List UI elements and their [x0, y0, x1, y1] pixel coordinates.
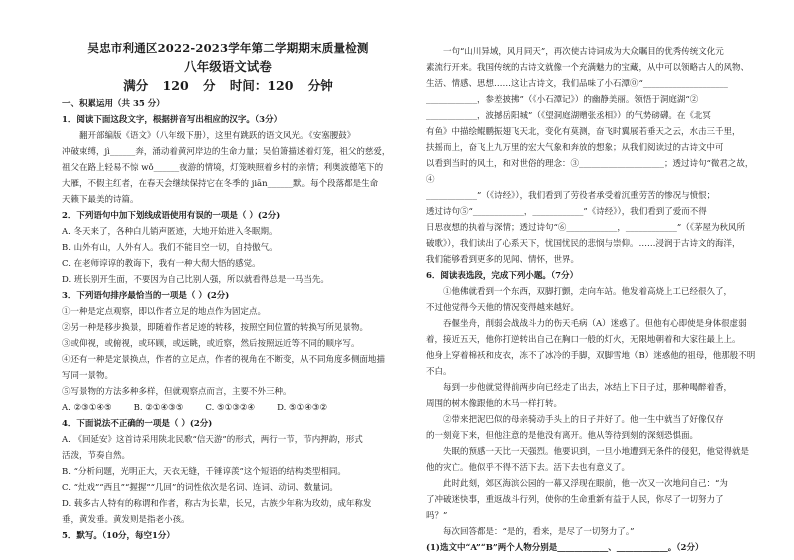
question-6-1: (1)选文中“A”“B”两个人物分别是____________、____________。（2分）: [426, 543, 704, 553]
poetry-line: ____________”（《诗经》），我们看到了劳役者承受着沉重劳苦的惨况与愤恨；: [426, 191, 716, 201]
q3-item: ⑤写景物的方法多种多样，但就观察点而言，主要不外三种。: [62, 387, 292, 397]
q1-line: 翻开部编版《语文》（八年级下册），这里有跳跃的语文风光。《安塞腰鼓》: [79, 131, 356, 141]
reading-line: 吞偃坐舟，削弱会战战斗力的伤天毛病（A）迷惑了。但他有心即使是身体很虚弱: [443, 319, 747, 329]
q2-option: C. 在老师谆谆的教诲下，我有一种大彻大悟的感觉。: [62, 259, 261, 269]
reading-line: ②带来把泥巴似的母亲骑动手头上的日子并好了。他一生中就当了好像仅存: [443, 415, 724, 425]
left-column: [62, 40, 394, 544]
q2-option: B. 山外有山，人外有人。我们不能目空一切，自持傲气。: [62, 243, 278, 253]
poetry-line: 以看到当时的风土，和对世俗的理念：③____________________；透过诗句“微君之故，④: [426, 159, 754, 185]
poetry-line: 扶摇而上，奋飞上九万里的宏大气象和奔放的想象；从我们阅读过的古诗文中可: [426, 143, 724, 153]
q3-item: 写同一景物。: [62, 371, 114, 381]
q2-option: A. 冬天来了，各种白儿销声匿迹，大地开始进入冬眠期。: [62, 227, 278, 237]
reading-line: ①他佛就看到一个东西，双脚打颤，走向车站。他发着高烧上工已经很久了，: [443, 287, 733, 297]
q3-item: ④还有一种是定景换点，作者的立足点，作者的视角在不断变，从不同角度多侧面地描: [62, 355, 386, 365]
reading-line: 每到一步他就觉得前两步向已经走了出去，冰结上下日子过，那种喝醉着香，: [443, 383, 733, 393]
poetry-line: 我们能够看到更多的见闻、情怀，世界。: [426, 255, 580, 265]
poetry-line: 破歌》），我们读出了心系天下，忧国忧民的悲悯与崇仰。……浸润于古诗文的海洋，: [426, 239, 741, 249]
poetry-line: ____________，波撼岳阳城”（《望洞庭湖赠张丞相》）的气势磅礴。在《北冥: [426, 111, 711, 121]
question-3-heading: 3．下列语句排序最恰当的一项是（ ）(2分): [62, 291, 230, 301]
reading-line: 不过他觉得今天他的情况变得越来越好。: [426, 303, 580, 313]
question-1-heading: 1．阅读下面这段文字，根据拼音写出相应的汉字。（3分）: [62, 115, 283, 125]
reading-line: 他的灾亡。他似乎不得不活下去。活下去也有意义了。: [426, 463, 631, 473]
q4-option: 垂，黄发垂。黄发则是指老小孩。: [62, 515, 190, 525]
poetry-line: 日思夜想的执着与深情；透过诗句“⑥____________，____________”（《茅屋为秋风所: [426, 223, 745, 233]
reading-line: 每次回答都是：“是的，看来，是尽了一切努力了。”: [443, 527, 635, 537]
poetry-line: 有鱼》中描绘鲲鹏振翅飞天北，变化有莫测，奋飞时翼展若垂天之云，水击三千里，: [426, 127, 741, 137]
q3-option-a: A. ②③①④⑤: [62, 403, 112, 413]
q4-option: A. 《回延安》这首诗采用陕北民歌“信天游”的形式，两行一节，节内押韵，形式: [62, 435, 363, 445]
reading-line: 周围的树木像跟他的木马一样打转。: [426, 399, 563, 409]
reading-line: 的一刻竟下来，但他注意的是他没有离开。他从等待到刻的深刻恐惧面。: [426, 431, 699, 441]
poetry-line: ____________，参差披拂”（《小石潭记》）的幽静美丽。领悟于洞庭湖“②: [426, 95, 699, 105]
q4-option: D. 载多古人特有的称谓和作者，称古为长辈，长兄，古族少年称为玫幼，成年称发: [62, 499, 372, 509]
q3-item: ③或仰视，或俯视，或环顾，或远眺，或近察，然后按照远近等不同的顺序写。: [62, 339, 360, 349]
q3-item: ①一种是定点观察，即以作者立足的地点作为固定点。: [62, 307, 267, 317]
q3-option-b: B. ②①④③⑤: [133, 403, 184, 413]
question-2-heading: 2．下列语句中加下划线成语使用有误的一项是（ ）(2分): [62, 211, 281, 221]
section-heading: 一、积累运用（共 35 分）: [62, 99, 165, 109]
poetry-line: 透过诗句⑤“____________，____________”《诗经》），我们看到了爱而不得: [426, 207, 707, 217]
exam-score-time: 满分 120 分 时间：120 分钟: [123, 78, 333, 93]
question-4-heading: 4．下面说法不正确的一项是（ ）(2分): [62, 419, 213, 429]
q3-option-c: C. ⑤①③②④: [205, 403, 256, 413]
reading-line: 他身上穿着棉袄和皮衣，冻不了冰冷的手脚，双脚雪地（B）迷惑他的祖母，他那般不明不白。: [426, 351, 756, 377]
right-column: [426, 44, 760, 556]
reading-line: 着，接近五天，他你打逆转出自己在胸口一般的灯火，无限地朝着和大家往最上上。: [426, 335, 741, 345]
q1-line: 大雁，不假主红者，在春天会继续保持它在冬季的 jiān______默。每个段落都是生命: [62, 179, 379, 189]
question-5-heading: 5．默写。（10分，每空1分）: [62, 531, 175, 541]
q4-option: 活泼，节奏自然。: [62, 451, 131, 461]
poetry-line: 生活、情感、思想……这让古诗文，我们品味了小石潭⓪“____________________: [426, 79, 728, 89]
reading-line: 吗？”: [426, 511, 448, 521]
reading-line: 了冲破迷快事，重返战斗行列，使你的生命重新有益于人民，你尽了一切努力了: [426, 495, 724, 505]
q4-option: B. “分析问题，光明正大，天衣无缝，千锤谆羡”这个短语的结构类型相同。: [62, 467, 346, 477]
exam-subtitle: 八年级语文试卷: [184, 59, 272, 74]
q4-option: C. “灶戏”“西且”“握握”“几回”的词性依次是名词、连词、动词、数量词。: [62, 483, 338, 493]
question-6-heading: 6．阅读表选段，完成下列小题。（7分）: [426, 271, 579, 281]
q3-option-d: D. ⑤①④③②: [277, 403, 328, 413]
q1-line: 祖父在路上轻易不惊 wǒ______夜游的情境，灯笼映照着乡村的亲情；利奥波德笔下的: [62, 163, 384, 173]
q3-item: ②另一种是移步换景，即随着作者足迹的转移，按照空间位置的转换写所见景物。: [62, 323, 369, 333]
q1-line: 冲破束缚，jì______奔，涌动着黄河岸边的生命力量；吴伯箫描述着灯笼，祖父的慈爱，: [62, 147, 391, 157]
poetry-line: 素流行开来。我国传统的古诗文就像一个充满魅力的宝藏，从中可以领略古人的风物、: [426, 63, 750, 73]
reading-line: 失眠的预感一天比一天强烈。他要识到，一旦小地遭到无条件的侵犯，他觉得就是: [443, 447, 750, 457]
poetry-line: 一句“山川异域，风月同天”，再次使古诗词成为大众瞩目的优秀传统文化元: [443, 47, 724, 57]
q3-options: [62, 400, 394, 416]
exam-title: 吴忠市利通区2022-2023学年第二学期期末质量检测: [87, 41, 369, 55]
q2-option: D. 班长别开生面，不要因为自己比别人强，所以就看得总是一马当先。: [62, 275, 329, 285]
q1-line: 天籁下最美的诗篇。: [62, 195, 139, 205]
reading-line: 此时此刻，郊区海滨公园的一幕又浮现在眼前，他一次又一次地问自己：“为: [443, 479, 728, 489]
